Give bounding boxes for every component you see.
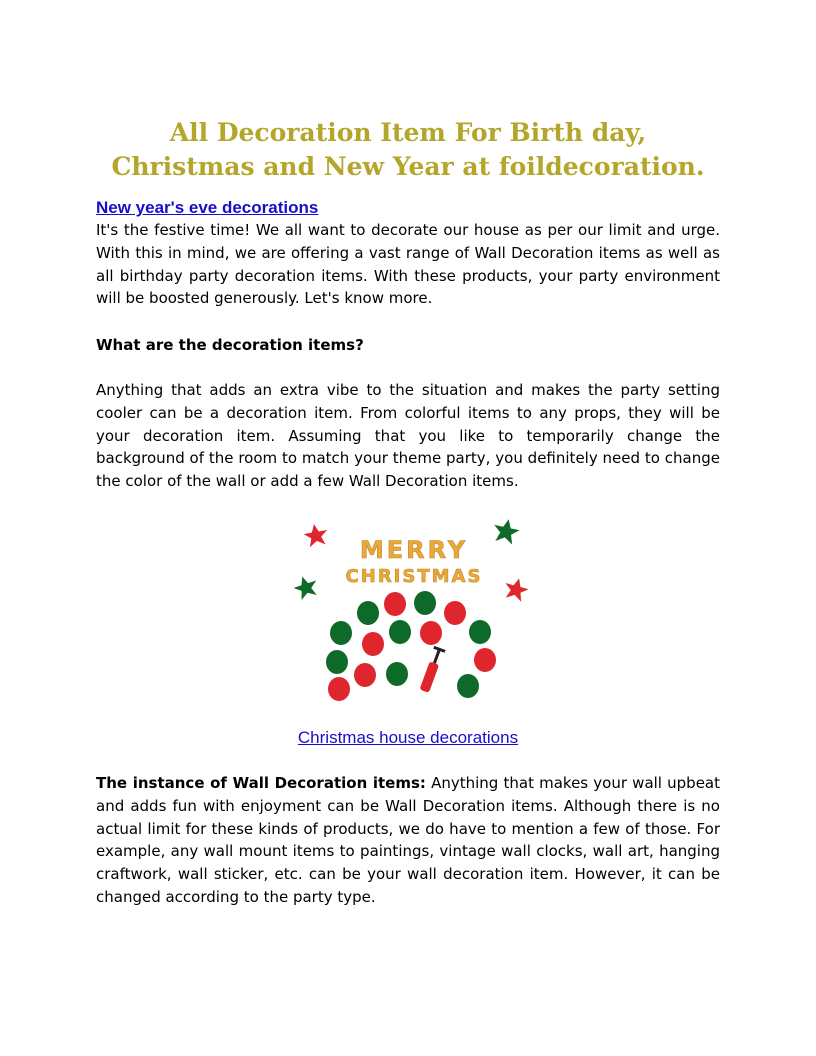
merry-christmas-image <box>294 518 534 708</box>
wall-decoration-paragraph <box>96 772 720 909</box>
wall-decoration-text: Anything that makes your wall upbeat and adds fun with enjoyment can be Wall Decoration items. Although there is no actual limit for these kinds of products, we do have to mention a few of those. For example, any wall mount items to paintings, vintage wall clocks, wall art, hanging craftwork, wall sticker, etc. can be your wall decoration item. However, it can be changed according to the party type. <box>96 774 720 906</box>
new-years-eve-link[interactable]: New year's eve decorations <box>96 198 319 217</box>
page-title: All Decoration Item For Birth day, Christmas and New Year at foildecoration. <box>111 118 705 181</box>
balloons <box>326 591 496 701</box>
christmas-lettering: CHRISTMAS <box>345 566 483 587</box>
green-star-icon <box>294 573 321 601</box>
intro-paragraph: It's the festive time! We all want to decorate our house as per our limit and urge. With this in mind, we are offering a vast range of Wall Decoration items as well as all birthday party decoration items. With these products, your party environment will be boosted generously. Let's know more. <box>96 221 720 308</box>
green-star-icon <box>491 518 521 545</box>
red-star-icon <box>302 522 329 548</box>
decoration-items-paragraph: Anything that adds an extra vibe to the situation and makes the party setting cooler can be a decoration item. From colorful items to any props, they will be your decoration item. Assuming that you like to temporarily change the background of the room to match your theme party, you definitely need to change the color of the wall or add a few Wall Decoration items. <box>96 381 720 491</box>
red-star-icon <box>502 575 531 602</box>
wall-decoration-lead: The instance of Wall Decoration items: <box>96 774 426 792</box>
merry-lettering: MERRY <box>359 536 469 564</box>
balloon-pump-icon <box>419 646 446 693</box>
christmas-house-decorations-link[interactable]: Christmas house decorations <box>297 728 519 747</box>
section-heading: What are the decoration items? <box>96 336 364 354</box>
